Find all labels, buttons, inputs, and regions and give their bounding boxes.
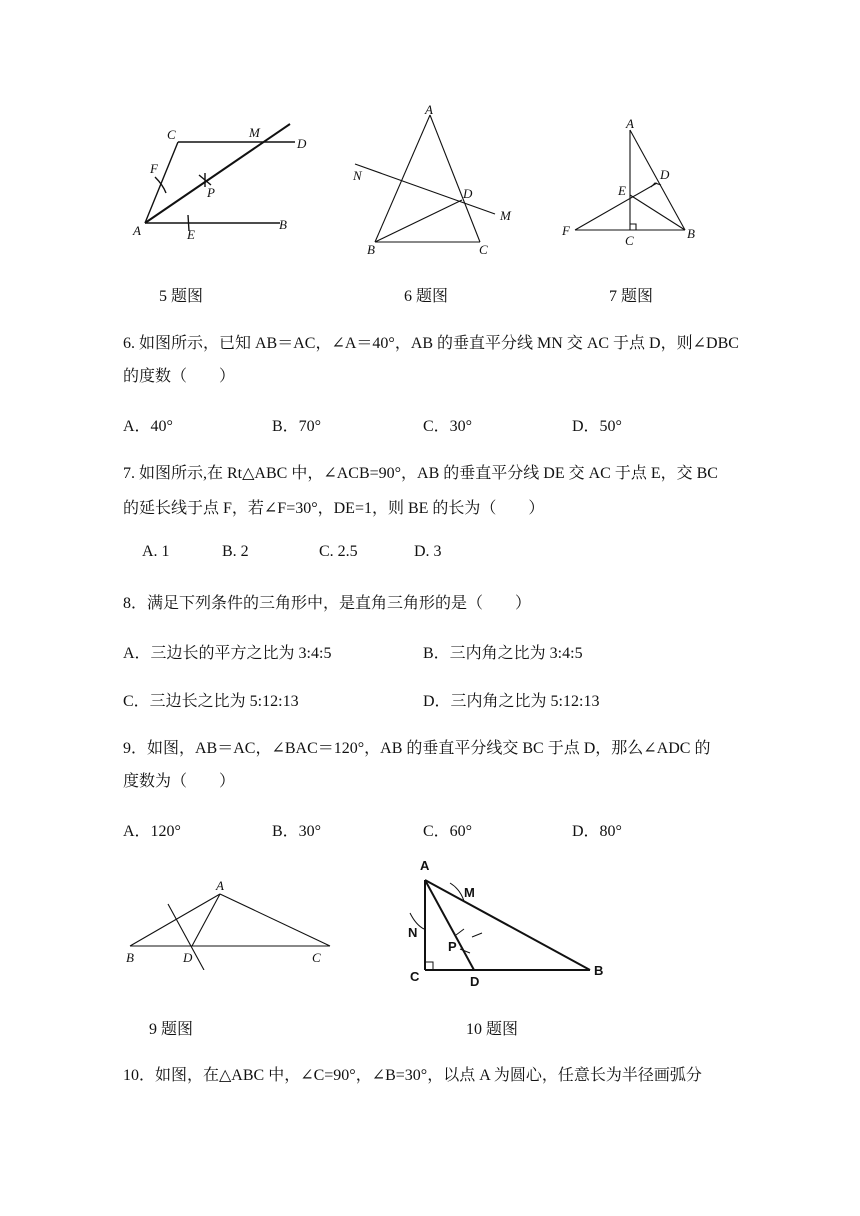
fig7-label-E: E	[618, 183, 626, 198]
fig6-label-D: D	[463, 186, 473, 201]
fig9-label-C: C	[312, 950, 321, 965]
q6-option-d: D．50°	[572, 418, 622, 435]
fig5-label-F: F	[150, 161, 158, 176]
q8-option-d: D．三内角之比为 5:12:13	[423, 693, 600, 710]
fig5-label-M: M	[249, 125, 260, 140]
figure-7-caption: 7 题图	[609, 288, 654, 305]
fig7-label-C: C	[625, 233, 634, 245]
q8-option-b: B．三内角之比为 3:4:5	[423, 645, 583, 662]
fig7-label-F: F	[562, 223, 570, 238]
q6-option-c: C．30°	[423, 418, 473, 435]
fig5-label-E: E	[187, 227, 195, 242]
q9-option-c: C．60°	[423, 823, 473, 840]
fig10-label-P: P	[448, 939, 457, 954]
q6-line2: 的度数（ ）	[123, 368, 236, 385]
q6-option-b: B．70°	[272, 418, 322, 435]
fig10-label-B: B	[594, 963, 604, 978]
figure-9-caption: 9 题图	[149, 1021, 194, 1038]
q8-line1: 8．满足下列条件的三角形中，是直角三角形的是（ ）	[123, 595, 532, 612]
q7-line2: 的延长线于点 F，若∠F=30°，DE=1，则 BE 的长为（ ）	[123, 500, 545, 517]
fig5-label-A: A	[133, 223, 141, 238]
fig6-label-N: N	[353, 168, 362, 183]
q7-option-b: B. 2	[222, 543, 249, 560]
q8-option-a: A．三边长的平方之比为 3:4:5	[123, 645, 332, 662]
figure-6-caption: 6 题图	[404, 288, 449, 305]
q9-option-a: A．120°	[123, 823, 181, 840]
fig10-label-A: A	[420, 858, 430, 873]
q7-option-a: A. 1	[142, 543, 170, 560]
q10-line1: 10．如图，在△ABC 中，∠C=90°，∠B=30°，以点 A 为圆心，任意长为半径画弧分	[123, 1067, 702, 1084]
q9-option-b: B．30°	[272, 823, 322, 840]
fig9-label-D: D	[183, 950, 193, 965]
fig6-label-B: B	[367, 242, 375, 257]
fig10-label-M: M	[464, 885, 475, 900]
figure-7-right-triangle	[560, 115, 710, 245]
figure-9-obtuse-triangle	[120, 870, 340, 970]
fig5-label-P: P	[207, 185, 215, 200]
fig5-label-C: C	[167, 127, 176, 142]
fig6-label-M: M	[500, 208, 511, 223]
figure-6-isosceles-triangle	[345, 100, 525, 260]
fig10-label-N: N	[408, 925, 418, 940]
figure-10-construction	[400, 855, 620, 995]
fig10-label-D: D	[470, 974, 480, 989]
fig9-label-B: B	[126, 950, 134, 965]
figure-5-caption: 5 题图	[159, 288, 204, 305]
q9-line2: 度数为（ ）	[123, 773, 236, 790]
fig7-label-D: D	[660, 167, 670, 182]
fig7-label-A: A	[626, 116, 634, 131]
q7-line1: 7. 如图所示,在 Rt△ABC 中，∠ACB=90°，AB 的垂直平分线 DE 交 AC 于点 E，交 BC	[123, 465, 718, 482]
fig7-label-B: B	[687, 226, 695, 241]
q8-option-c: C．三边长之比为 5:12:13	[123, 693, 299, 710]
fig6-label-A: A	[425, 102, 433, 117]
q6-line1: 6. 如图所示，已知 AB＝AC，∠A＝40°，AB 的垂直平分线 MN 交 AC 于点 D，则∠DBC	[123, 335, 739, 352]
q7-option-c: C. 2.5	[319, 543, 358, 560]
fig6-label-C: C	[479, 242, 488, 257]
fig10-label-C: C	[410, 969, 420, 984]
figure-5-parallelogram-construction	[125, 115, 325, 245]
q9-line1: 9．如图，AB＝AC，∠BAC＝120°，AB 的垂直平分线交 BC 于点 D，那么∠ADC 的	[123, 740, 711, 757]
q7-option-d: D. 3	[414, 543, 442, 560]
fig5-label-D: D	[297, 136, 307, 151]
fig5-label-B: B	[279, 217, 287, 232]
fig9-label-A: A	[216, 878, 224, 893]
figure-10-caption: 10 题图	[466, 1021, 519, 1038]
q6-option-a: A．40°	[123, 418, 173, 435]
q9-option-d: D．80°	[572, 823, 622, 840]
